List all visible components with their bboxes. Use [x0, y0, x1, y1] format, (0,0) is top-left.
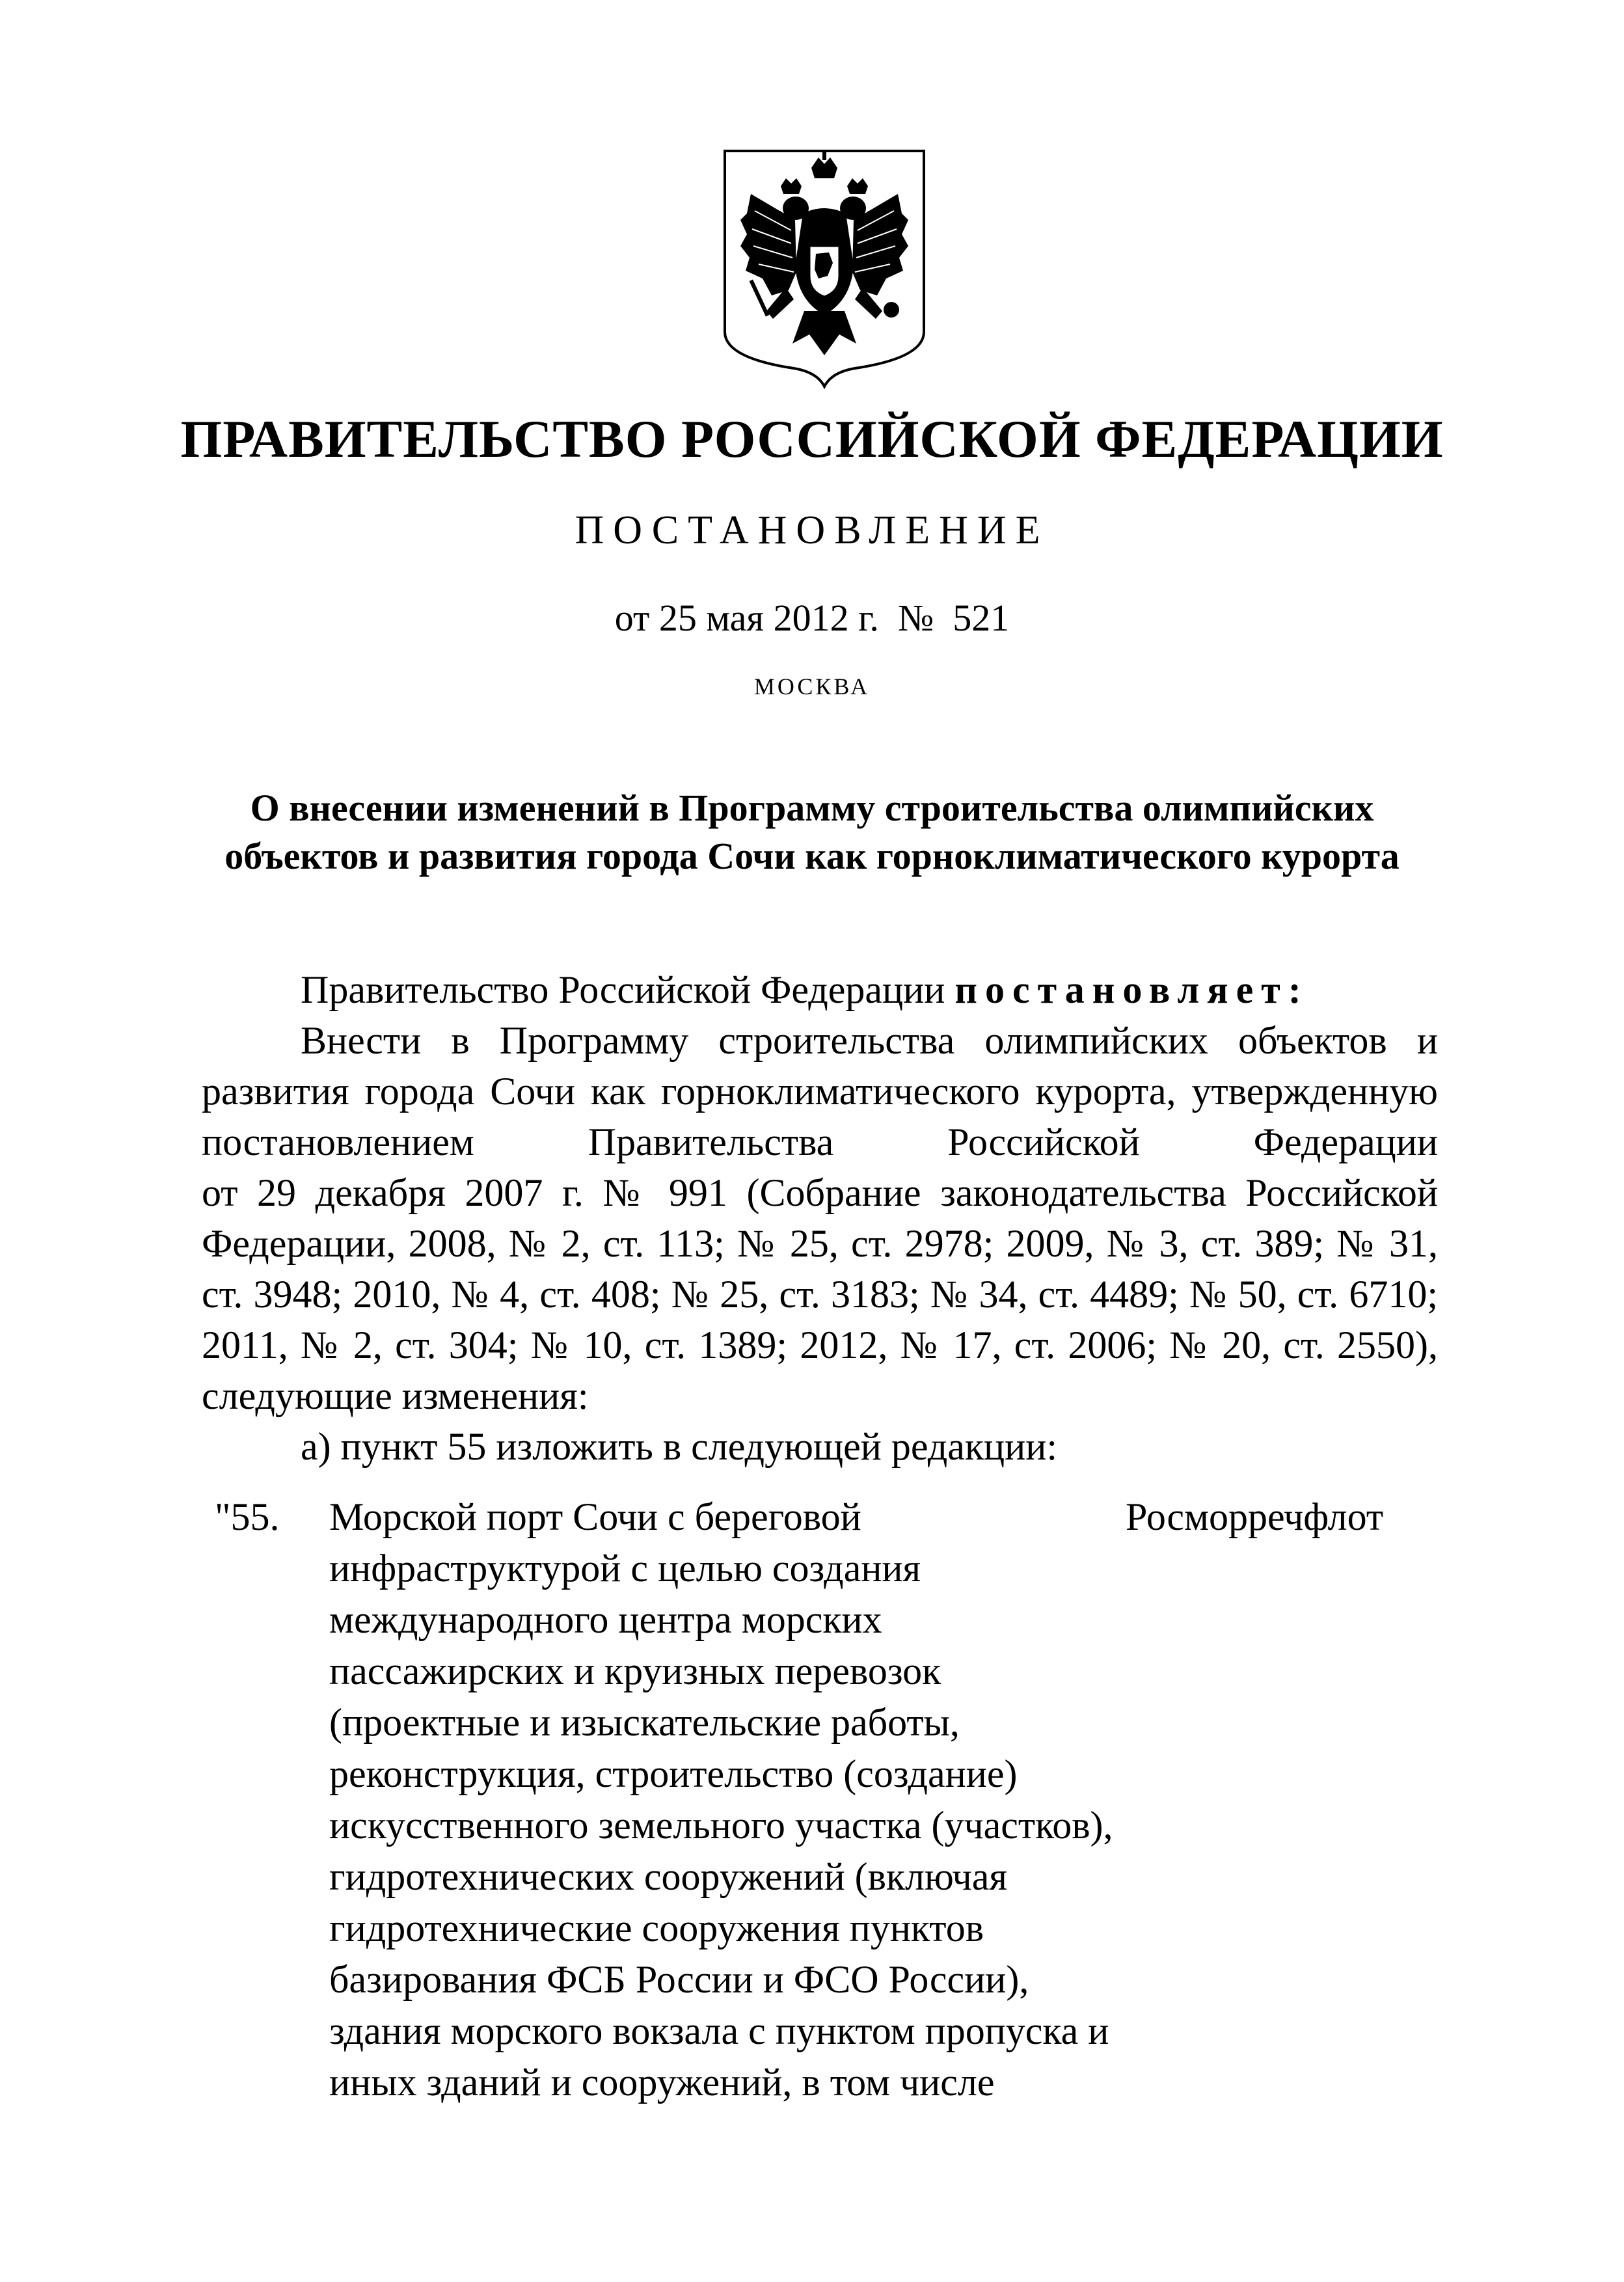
item-executor: Росморречфлот [1126, 1495, 1384, 1538]
body-line: Внести в Программу строительства олимпийских объектов и [301, 1019, 1438, 1062]
subject-line: О внесении изменений в Программу строительства олимпийских [250, 787, 1374, 829]
item-line: реконструкция, строительство (создание) [329, 1752, 1018, 1795]
item-line: пассажирских и круизных перевозок [329, 1650, 941, 1692]
item-line: иных зданий и сооружений, в том числе [329, 2061, 995, 2104]
document-city: МОСКВА [753, 673, 871, 700]
intro-prefix: Правительство Российской Федерации [301, 968, 955, 1011]
body-line: развития города Сочи как горноклиматического курорта, утвержденную [202, 1070, 1438, 1113]
item-line: гидротехнические сооружения пунктов [329, 1907, 984, 1949]
item-line: здания морского вокзала с пунктом пропуска и [329, 2009, 1109, 2052]
sub-item-a: а) пункт 55 изложить в следующей редакции: [301, 1425, 1057, 1468]
item-line: международного центра морских [329, 1598, 882, 1641]
body-line: постановлением Правительства Российской Федерации [202, 1121, 1438, 1163]
item-number: "55. [215, 1495, 280, 1538]
body-line: следующие изменения: [202, 1374, 589, 1417]
body-line: 2011, № 2, ст. 304; № 10, ст. 1389; 2012, № 17, ст. 2006; № 20, ст. 2550), [202, 1324, 1438, 1366]
document-body [202, 964, 1438, 1472]
item-line: Морской порт Сочи с береговой [329, 1495, 861, 1538]
body-line: от 29 декабря 2007 г. № 991 (Собрание законодательства Российской [202, 1171, 1438, 1214]
document-subject [0, 784, 1624, 880]
item-line: инфраструктурой с целью создания [329, 1547, 921, 1590]
intro-paragraph [202, 964, 1438, 1015]
document-date-number: от 25 мая 2012 г. № 521 [614, 597, 1010, 639]
subject-line: объектов и развития города Сочи как горноклиматического курорта [224, 835, 1400, 877]
item-line: гидротехнических сооружений (включая [329, 1855, 1007, 1898]
body-line: ст. 3948; 2010, № 4, ст. 408; № 25, ст. 3183; № 34, ст. 4489; № 50, ст. 6710; [202, 1273, 1438, 1316]
government-title: ПРАВИТЕЛЬСТВО РОССИЙСКОЙ ФЕДЕРАЦИИ [180, 409, 1444, 469]
body-line: Федерации, 2008, № 2, ст. 113; № 25, ст. 2978; 2009, № 3, ст. 389; № 31, [202, 1222, 1438, 1265]
item-description [329, 1491, 1136, 2108]
item-line: искусственного земельного участка (участков), [329, 1804, 1113, 1847]
coat-of-arms-emblem [721, 148, 928, 389]
item-line: (проектные и изыскательские работы, [329, 1701, 960, 1744]
intro-decree-word: постановляет: [954, 968, 1309, 1011]
item-line: базирования ФСБ России и ФСО России), [329, 1958, 1029, 2001]
document-type: ПОСТАНОВЛЕНИЕ [575, 508, 1049, 552]
